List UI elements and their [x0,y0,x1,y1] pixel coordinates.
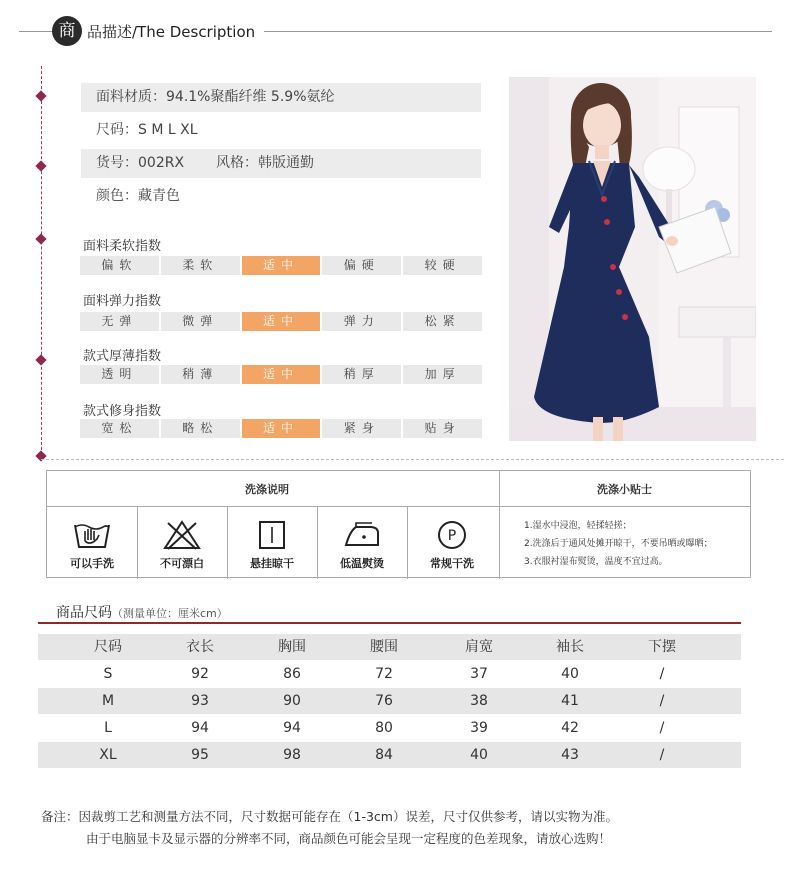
index-option: 透明 [80,365,159,384]
care-tip: 1.湿水中浸泡，轻揉轻搓； [524,521,632,531]
size-table-header-cell: 肩宽 [465,639,493,655]
size-table-cell: 94 [283,720,301,736]
care-tip: 2.洗涤后于通风处摊开晾干，不要吊晒或曝晒； [524,539,713,549]
size-table-header-cell: 腰围 [370,639,398,655]
care-label: 可以手洗 [70,557,114,570]
size-table-cell: 76 [375,693,393,709]
timeline-line [41,66,42,460]
care-label: 低温熨烫 [340,557,384,570]
size-table-cell: 93 [191,693,209,709]
timeline-dot [35,160,46,171]
hand-wash-icon [72,519,112,551]
size-table-cell: 39 [470,720,488,736]
care-tip: 3.衣服衬湿布熨烫，温度不宜过高。 [524,557,668,567]
dry-clean-icon [432,519,472,551]
size-table-cell: L [104,720,112,736]
care-label: 常规干洗 [430,557,474,570]
care-table [46,470,751,578]
index-option: 略松 [161,419,240,438]
index-option: 加厚 [403,365,482,384]
index-option: 宽松 [80,419,159,438]
size-table-row [38,742,741,768]
size-table-header-cell: 尺码 [94,639,122,655]
header-badge: 商 [52,16,82,46]
size-table-cell: XL [99,747,117,763]
property-sizes: 尺码：S M L XL [96,122,198,138]
index-option-selected: 适中 [242,365,321,384]
index-option: 较硬 [403,256,482,275]
index-option: 无弹 [80,312,159,331]
size-table-row [38,715,741,741]
care-divider [47,506,499,507]
size-table-cell: / [659,720,665,736]
property-item-no: 货号：002RX [96,155,185,171]
index-option: 偏软 [80,256,159,275]
note-line: 由于电脑显卡及显示器的分辨率不同，商品颜色可能会呈现一定程度的色差现象，请放心选购！ [86,831,612,846]
size-table-cell: 84 [375,747,393,763]
timeline-dot [35,233,46,244]
index-scale [80,365,482,384]
care-label: 不可漂白 [160,557,204,570]
index-option: 微弹 [161,312,240,331]
timeline-dot [35,354,46,365]
index-option: 松紧 [403,312,482,331]
size-table-cell: 80 [375,720,393,736]
size-table-header-cell: 下摆 [648,639,676,655]
index-title: 款式修身指数 [83,404,162,419]
index-scale [80,256,482,275]
care-header-left: 洗涤说明 [245,483,289,496]
care-divider [499,506,751,507]
index-option: 稍厚 [322,365,401,384]
index-option: 弹力 [322,312,401,331]
index-option: 稍薄 [161,365,240,384]
note-line: 备注：因裁剪工艺和测量方法不同，尺寸数据可能存在（1-3cm）误差，尺寸仅供参考，请以实物为准。 [41,809,618,824]
size-table-row [38,661,741,687]
index-option: 紧身 [322,419,401,438]
size-table-row [38,688,741,714]
header-line-right [264,31,772,32]
size-table-cell: 94 [191,720,209,736]
hang-dry-icon [252,519,292,551]
no-bleach-icon [162,519,202,551]
header-line-left [19,31,53,32]
index-option: 偏硬 [322,256,401,275]
size-table-cell: 72 [375,666,393,682]
size-table-cell: 92 [191,666,209,682]
size-table-cell: 95 [191,747,209,763]
header-title: 品描述/The Description [87,23,256,41]
property-color: 颜色：藏青色 [96,188,180,204]
index-scale [80,312,482,331]
size-table-header-cell: 衣长 [186,639,214,655]
care-divider [499,471,500,579]
index-option: 贴身 [403,419,482,438]
index-scale [80,419,482,438]
size-table-cell: 86 [283,666,301,682]
size-table-cell: M [101,693,115,709]
svg-text:P: P [447,528,457,544]
size-table-header-cell: 胸围 [278,639,306,655]
size-table-cell: 43 [561,747,579,763]
size-table-unit: （测量单位：厘米cm） [112,607,228,620]
size-table-cell: / [659,747,665,763]
size-table-cell: 90 [283,693,301,709]
index-option: 柔软 [161,256,240,275]
size-table-cell: 42 [561,720,579,736]
size-table-cell: 40 [470,747,488,763]
care-header-right: 洗涤小贴士 [597,483,652,496]
size-table-cell: 37 [470,666,488,682]
size-table-header [38,634,741,660]
index-option-selected: 适中 [242,312,321,331]
size-table-cell: S [103,666,113,682]
low-iron-icon [342,519,382,551]
size-table-cell: 41 [561,693,579,709]
index-option-selected: 适中 [242,256,321,275]
size-table-cell: 38 [470,693,488,709]
section-header [0,16,790,46]
size-table-cell: 98 [283,747,301,763]
size-table-cell: / [659,693,665,709]
property-style: 风格：韩版通勤 [216,155,315,171]
size-table-rule [38,622,741,624]
section-divider [41,459,784,460]
timeline-dot [35,90,46,101]
property-item-style [81,149,481,178]
size-table-header-cell: 袖长 [556,639,584,655]
care-label: 悬挂晾干 [250,557,294,570]
size-table-title: 商品尺码（测量单位：厘米cm） [56,605,228,621]
property-material: 面料材质：94.1%聚酯纤维 5.9%氨纶 [81,83,481,112]
size-table-cell: / [659,666,665,682]
product-photo [509,77,756,441]
index-title: 面料柔软指数 [83,239,162,254]
index-option-selected: 适中 [242,419,321,438]
size-table-cell: 40 [561,666,579,682]
index-title: 款式厚薄指数 [83,349,162,364]
index-title: 面料弹力指数 [83,294,162,309]
